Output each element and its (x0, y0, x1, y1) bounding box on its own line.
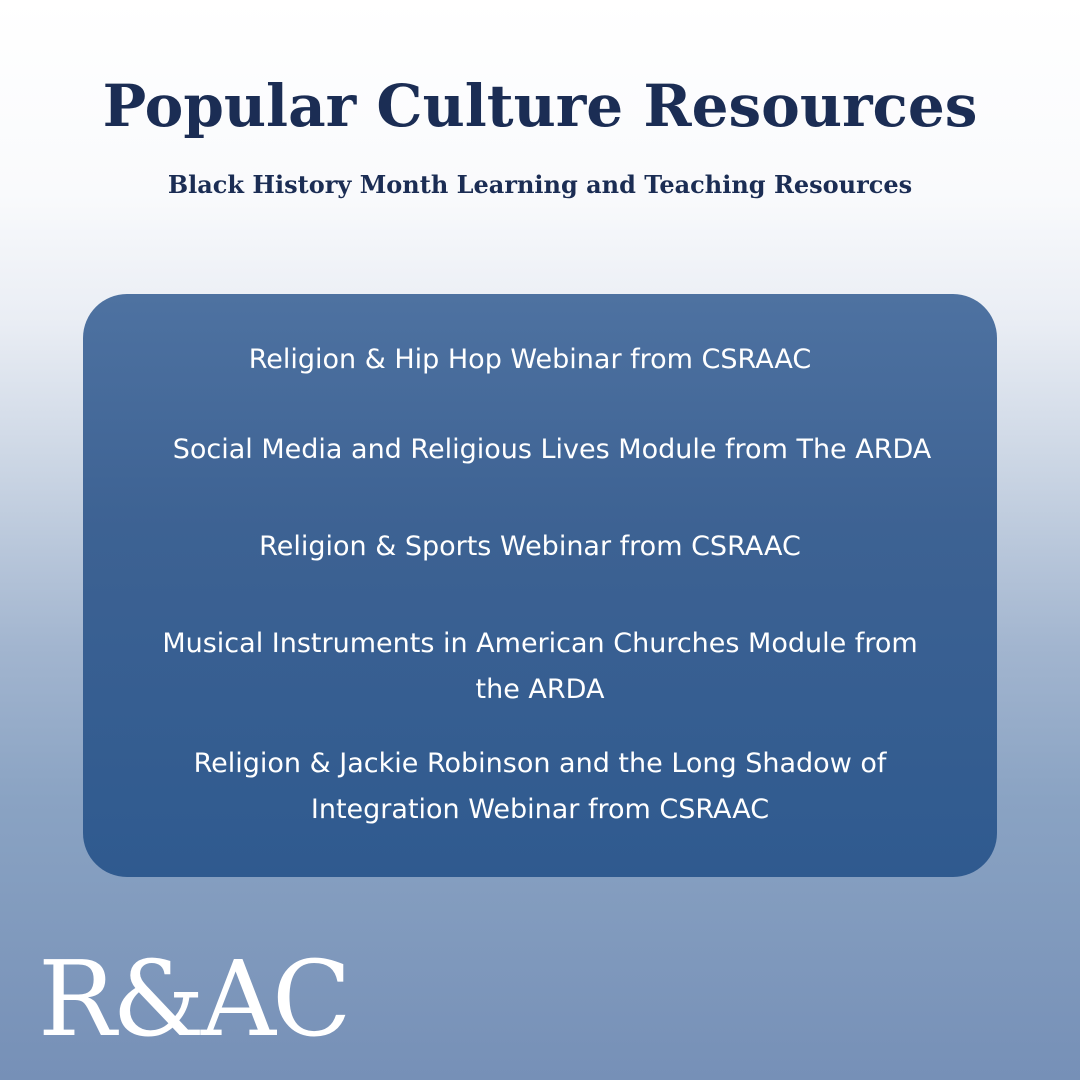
resource-link-label-line-1: Religion & Jackie Robinson and the Long Shadow of (193, 748, 887, 779)
resource-link-sports-webinar[interactable] (73, 524, 987, 570)
resource-link-jackie-robinson-webinar[interactable] (83, 741, 997, 833)
page-subtitle: Black History Month Learning and Teaching Resources (167, 170, 913, 199)
resource-link-label-line-1: Musical Instruments in American Churches Module from (162, 628, 918, 659)
resource-link-label: Social Media and Religious Lives Module from The ARDA (172, 434, 932, 465)
resource-link-label-line-2: Integration Webinar from CSRAAC (310, 794, 770, 825)
rac-logo: R&AC (38, 938, 348, 1060)
resources-panel (83, 294, 997, 877)
page-title: Popular Culture Resources (102, 72, 978, 140)
resource-link-label: Religion & Sports Webinar from CSRAAC (259, 531, 801, 562)
resource-link-musical-instruments-module[interactable] (83, 621, 997, 713)
resource-link-hip-hop-webinar[interactable] (73, 337, 987, 383)
resource-link-label: Religion & Hip Hop Webinar from CSRAAC (248, 344, 812, 375)
resource-link-label-line-2: the ARDA (475, 674, 605, 705)
resource-link-social-media-module[interactable] (95, 427, 1009, 473)
